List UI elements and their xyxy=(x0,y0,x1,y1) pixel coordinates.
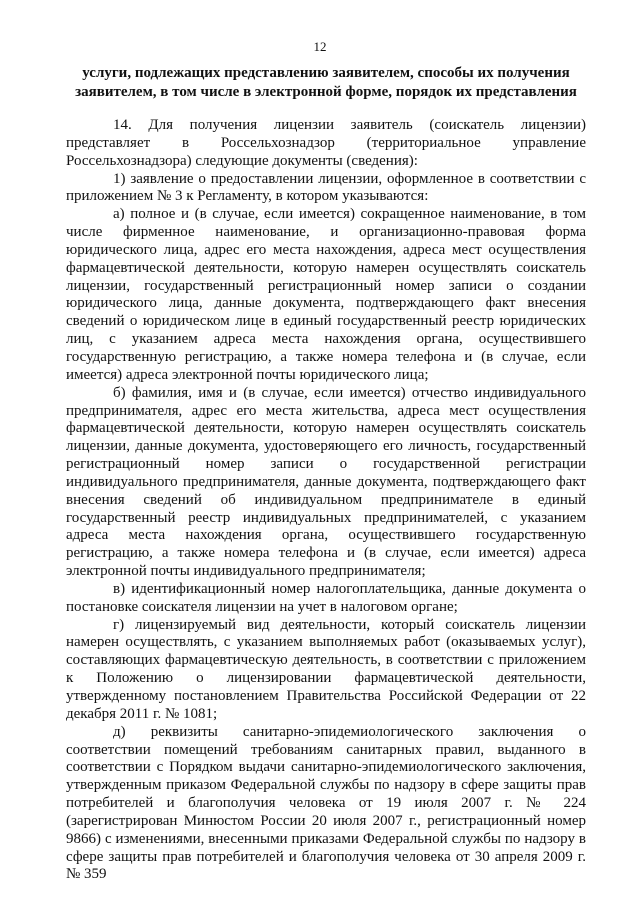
page-number: 12 xyxy=(313,39,327,54)
document-body xyxy=(66,117,586,884)
paragraph-v: в) идентификационный номер налогоплательщика, данные документа о постановке соискателя лицензии на учет в налоговом органе; xyxy=(66,580,586,615)
paragraph-g: г) лицензируемый вид деятельности, который соискатель лицензии намерен осуществлять, с указанием выполняемых работ (оказываемых услуг), составляющих фармацевтическую деятельность, в соответствии с приложением к Положению о лицензировании фармацевтической деятельности, утвержденному постановлением Правительства Российской Федерации от 22 декабря 2011 г. № 1081; xyxy=(66,616,586,722)
paragraph-1: 1) заявление о предоставлении лицензии, оформленное в соответствии с приложением № 3 к Регламенту, в котором указываются: xyxy=(66,170,586,205)
paragraph-14: 14. Для получения лицензии заявитель (соискатель лицензии) представляет в Россельхознадзор (территориальное управление Россельхознадзора) следующие документы (сведения): xyxy=(66,117,586,169)
paragraph-a: а) полное и (в случае, если имеется) сокращенное наименование, в том числе фирменное наименование, и организационно-правовая форма юридического лица, адрес его места нахождения, адреса мест осуществления фармацевтической деятельности, которую намерен осуществлять соискатель лицензии, государственный регистрационный номер записи о создании юридического лица, данные документа, подтверждающего факт внесения сведений о юридическом лице в единый государственный реестр юридических лиц, с указанием адреса места нахождения органа, осуществившего государственную регистрацию, а также номера телефона и (в случае, если имеется) адреса электронной почты юридического лица; xyxy=(66,206,586,383)
section-heading: услуги, подлежащих представлению заявителем, способы их получения заявителем, в том числе в электронной форме, порядок их представления xyxy=(75,65,577,100)
paragraph-d: д) реквизиты санитарно-эпидемиологического заключения о соответствии помещений требованиям санитарных правил, выданного в соответствии с Порядком выдачи санитарно-эпидемиологического заключения, утвержденным приказом Федеральной службы по надзору в сфере защиты прав потребителей и благополучия человека от 19 июля 2007 г. № 224 (зарегистрирован Минюстом России 20 июля 2007 г., регистрационный номер 9866) с изменениями, внесенными приказами Федеральной службы по надзору в сфере защиты прав потребителей и благополучия человека от 30 апреля 2009 г. № 359 xyxy=(66,723,586,883)
paragraph-b: б) фамилия, имя и (в случае, если имеется) отчество индивидуального предпринимателя, адрес его места жительства, адреса мест осуществления фармацевтической деятельности, которую намерен осуществлять соискатель лицензии, данные документа, удостоверяющего его личность, государственный регистрационный номер записи о государственной регистрации индивидуального предпринимателя, данные документа, подтверждающего факт внесения сведений об индивидуальном предпринимателе в единый государственный реестр индивидуальных предпринимателей, с указанием адреса места нахождения органа, осуществившего государственную регистрацию, а также номера телефона и (в случае, если имеется) адреса электронной почты индивидуального предпринимателя; xyxy=(66,384,586,580)
